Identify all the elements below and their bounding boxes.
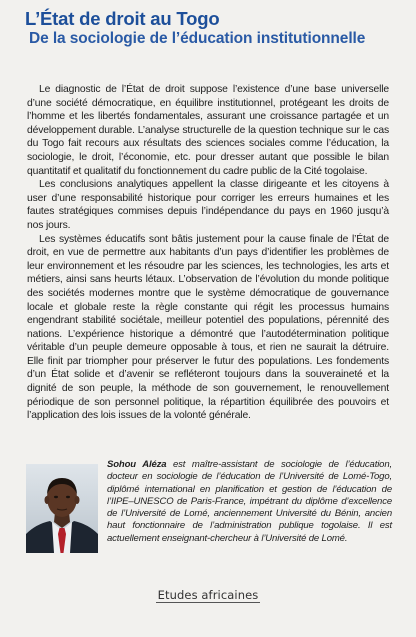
author-bio xyxy=(107,459,392,545)
collection-divider xyxy=(156,602,260,603)
author-bio-text: est maître-assistant de sociologie de l’éducation, docteur en sociologie de l’éducation de l’Université de Lomé-Togo, diplômé international en planification et gestion de l’éducation de l’IIPE–UNESCO de Paris-France, impétrant du diplôme d’excellence de l’Université de Lomé, anciennement Université du Bénin, ancien haut fonctionnaire de l’administration publique togolaise. Il est actuellement enseignant-chercheur à l’Université de Lomé. xyxy=(107,459,392,544)
blurb-paragraph-1: Le diagnostic de l’État de droit suppose l’existence d’une base universelle d’une société démocratique, en équilibre institutionnel, protégeant les droits de l’homme et les libertés fondamentales, assurant une croissance partagée et un développement durable. L’analyse structurelle de la question technique sur le cas du Togo fait recours aux résultats des sciences sociales comme l’éducation, la sociologie, le droit, l’économie, etc. pour dresser autant que possible le bilan quantitatif et qualitatif du fonctionnement du cadre public de la Cité togolaise. xyxy=(27,84,389,177)
book-title: L’État de droit au Togo xyxy=(25,8,220,29)
author-photo xyxy=(26,464,98,553)
collection-name: Etudes africaines xyxy=(157,588,259,602)
author-name: Sohou Aléza xyxy=(107,459,167,470)
blurb xyxy=(27,83,389,423)
blurb-paragraph-2: Les conclusions analytiques appellent la classe dirigeante et les citoyens à user d’une responsabilité historique pour corriger les erreurs humaines et les fautes stratégiques commises depuis l’indépendance du pays en 1960 jusqu’à nos jours. xyxy=(27,179,389,231)
book-subtitle: De la sociologie de l’éducation institutionnelle xyxy=(29,30,366,47)
blurb-paragraph-3: Les systèmes éducatifs sont bâtis justement pour la cause finale de l’État de droit, en vue de permettre aux habitants d’un pays d’identifier les problèmes de leur environnement et les résoudre par les sciences, les technologies, les arts et métiers, ainsi sans heurts létaux. L’observation de l’évolution du monde politique des sociétés modernes montre que le système démocratique de gouvernance locale et globale reste la règle constante qui régit les processus humains engendrant stabilité sociétale, meilleur potentiel des populations, pérennité des nations. L’expérience historique a démontré que l’autodétermination politique véritable d’un peuple demeure opposable à tous, et rien ne saurait la détruire. Elle finit par triompher pour préserver le futur des populations. Les fondements d’un État solide et d’avenir se refléteront toujours dans la souveraineté et la dignité de son peuple, la méthode de son gouvernement, le renouvellement périodique de son personnel politique, la répartition équilibrée des pouvoirs et l’application des lois issues de la volonté générale. xyxy=(27,233,389,422)
author-portrait-image xyxy=(26,464,98,553)
